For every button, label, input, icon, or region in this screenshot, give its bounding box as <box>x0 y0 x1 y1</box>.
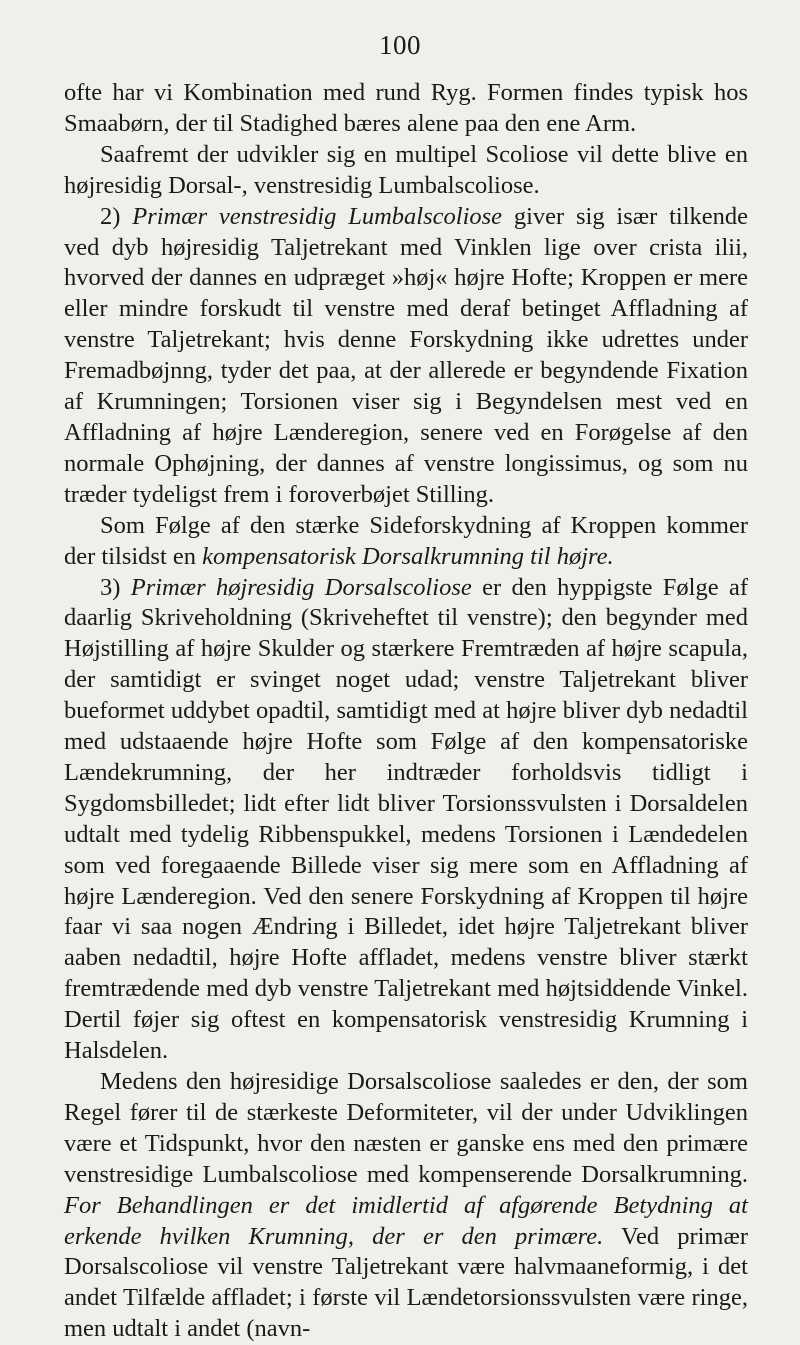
italic-run: kompensatorisk Dorsalkrumning til højre. <box>202 542 614 570</box>
italic-run: For Behandlingen er det imidlertid af afgørende Betydning at erkende hvilken Krumning, der er den primære. <box>64 1191 748 1250</box>
text-run: 3) <box>100 573 131 601</box>
text-run: Medens den højresidige Dorsalscoliose saaledes er den, der som Regel fører til de stærkeste Deformiteter, vil der under Udviklingen være et Tidspunkt, hvor den næsten er ganske ens med den primære venstresidige Lumbalscoliose med kompenserende Dorsalkrumning. <box>64 1068 748 1188</box>
paragraph-1 <box>64 78 748 140</box>
text-run: Som Følge af den stærke Sideforskydning af Kroppen kommer der tilsidst en <box>64 511 748 570</box>
paragraph-3 <box>64 202 748 511</box>
paragraph-5 <box>64 573 748 1068</box>
text-run: ofte har vi Kombination med rund Ryg. Formen findes typisk hos Smaabørn, der til Stadighed bæres alene paa den ene Arm. <box>64 79 748 137</box>
italic-run: Primær venstresidig Lumbalscoliose <box>132 202 503 230</box>
paragraph-4 <box>64 511 748 573</box>
paragraph-2 <box>64 140 748 202</box>
paragraph-6 <box>64 1067 748 1345</box>
text-run: 2) <box>100 202 133 230</box>
italic-run: Primær højresidig Dorsalscoliose <box>130 573 472 601</box>
text-run: Saafremt der udvikler sig en multipel Scoliose vil dette blive en højresidig Dorsal-, venstresidig Lumbalscoliose. <box>64 140 748 199</box>
body-text <box>64 78 748 1345</box>
text-run: giver sig især tilkende ved dyb højresidig Taljetrekant med Vinklen lige over crista ilii, hvorved der dannes en udpræget »høj« højre Hofte; Kroppen er mere eller mindre forskudt til venstre med deraf betinget Affladning af venstre Taljetrekant; hvis denne Forskydning ikke udrettes under Fremadbøjnng, tyder det paa, at der allerede er begyndende Fixation af Krumningen; Torsionen viser sig i Begyndelsen mest ved en Affladning af højre Lænderegion, senere ved en Forøgelse af den normale Ophøjning, der dannes af venstre longissimus, og som nu træder tydeligst frem i foroverbøjet Stilling. <box>64 202 748 508</box>
text-run: Ved primær Dorsalscoliose vil venstre Taljetrekant være halvmaaneformig, i det andet Tilfælde affladet; i første vil Lændetorsionssvulsten være ringe, men udtalt i andet (navn- <box>64 1222 748 1343</box>
page-number: 100 <box>379 30 421 60</box>
text-run: er den hyppigste Følge af daarlig Skriveholdning (Skriveheftet til venstre); den begynder med Højstilling af højre Skulder og stærkere Fremtræden af højre scapula, der samtidigt er svinget noget udad; venstre Taljetrekant bliver bueformet uddybet opadtil, samtidigt med at højre bliver dyb nedadtil med udstaaende højre Hofte som Følge af den kompensatoriske Lændekrumning, der her indtræder forholdsvis tidligt i Sygdomsbilledet; lidt efter lidt bliver Torsionssvulsten i Dorsaldelen udtalt med tydelig Ribbenspukkel, medens Torsionen i Lændedelen som ved foregaaende Billede viser sig mere som en Affladning af højre Lænderegion. Ved den senere Forskydning af Kroppen til højre faar vi saa nogen Ændring i Billedet, idet højre Taljetrekant bliver aaben nedadtil, højre Hofte affladet, medens venstre bliver stærkt fremtrædende med dyb venstre Taljetrekant med højtsiddende Vinkel. Dertil føjer sig oftest en kompensatorisk venstresidig Krumning i Halsdelen. <box>64 573 748 1065</box>
